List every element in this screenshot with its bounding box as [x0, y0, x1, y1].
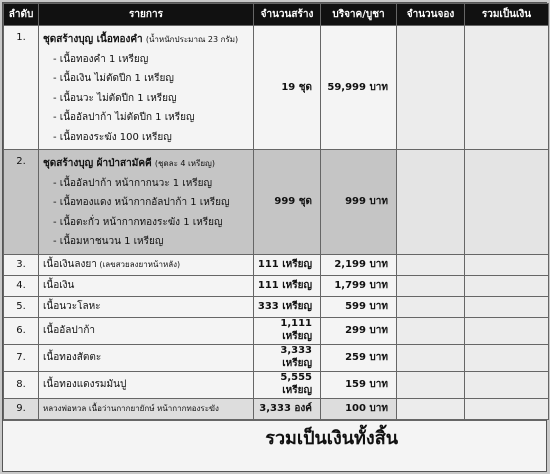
table-row [4, 296, 549, 317]
table-row [4, 317, 549, 344]
sub-item: - เนื้ออัลปาก้า ไม่ตัดปีก 1 เหรียญ [53, 112, 195, 123]
sub-item: - เนื้ออัลปาก้า หน้ากากนวะ 1 เหรียญ [53, 177, 213, 189]
sub-item: - เนื้อนวะ ไม่ตัดปีก 1 เหรียญ [53, 92, 177, 104]
row-number: 4. [4, 275, 39, 296]
group-heading [43, 30, 249, 50]
row-number: 6. [4, 317, 39, 344]
reserve-cell[interactable] [397, 150, 465, 255]
row-item [39, 150, 254, 255]
row-quantity: 333 เหรียญ [254, 296, 321, 317]
group-note: (ชุดละ 4 เหรียญ) [154, 159, 215, 168]
group-title: ชุดสร้างบุญ เนื้อทองคำ [43, 34, 143, 45]
sub-item: - เนื้อมหาชนวน 1 เหรียญ [53, 236, 164, 247]
total-cell [465, 344, 549, 371]
row-label: เนื้อทองสัตตะ [43, 351, 102, 363]
table-row [4, 150, 549, 255]
total-cell [465, 296, 549, 317]
reserve-cell[interactable] [397, 254, 465, 275]
row-quantity: 111 เหรียญ [254, 254, 321, 275]
total-cell [465, 317, 549, 344]
row-label: หลวงพ่อหวล เนื้อว่านกากยายักษ์ หน้ากากทองระฆัง [43, 403, 219, 413]
row-price: 599 บาท [321, 296, 397, 317]
row-label: เนื้ออัลปาก้า [43, 324, 96, 336]
row-quantity: 19 ชุด [254, 26, 321, 150]
table-row [4, 26, 549, 150]
row-price: 259 บาท [321, 344, 397, 371]
sub-item: - เนื้อตะกั่ว หน้ากากทองระฆัง 1 เหรียญ [53, 216, 223, 228]
group-note: (น้ำหนักประมาณ 23 กรัม) [145, 35, 239, 44]
row-price: 100 บาท [321, 398, 397, 419]
row-item [39, 296, 254, 317]
header-item: รายการ [39, 4, 254, 26]
header-price: บริจาค/บูชา [321, 4, 397, 26]
row-label: เนื้อนวะโลหะ [43, 300, 101, 312]
row-item [39, 254, 254, 275]
total-cell [465, 254, 549, 275]
sub-item: - เนื้อทองระฆัง 100 เหรียญ [53, 131, 172, 143]
grand-total-row [3, 420, 546, 455]
row-price: 159 บาท [321, 371, 397, 398]
table-row [4, 275, 549, 296]
header-quantity: จำนวนสร้าง [254, 4, 321, 26]
row-price: 2,199 บาท [321, 254, 397, 275]
row-price: 1,799 บาท [321, 275, 397, 296]
reserve-cell[interactable] [397, 26, 465, 150]
row-label: เนื้อเงิน [43, 279, 75, 291]
row-item [39, 317, 254, 344]
row-number: 8. [4, 371, 39, 398]
reserve-cell[interactable] [397, 296, 465, 317]
row-number: 7. [4, 344, 39, 371]
row-note: (เลขสวยลงยาหน้าหลัง) [96, 259, 181, 269]
reserve-cell[interactable] [397, 398, 465, 419]
row-label: เนื้อเงินลงยา [43, 258, 97, 270]
row-quantity: 1,111 เหรียญ [254, 317, 321, 344]
reserve-cell[interactable] [397, 371, 465, 398]
reserve-cell[interactable] [397, 317, 465, 344]
total-cell [465, 275, 549, 296]
row-label: เนื้อทองแดงรมมันปู [43, 378, 127, 390]
table-row [4, 371, 549, 398]
row-quantity: 3,333 เหรียญ [254, 344, 321, 371]
price-table-container [2, 2, 547, 472]
table-row [4, 398, 549, 419]
row-number: 9. [4, 398, 39, 419]
row-item [39, 398, 254, 419]
header-reserve: จำนวนจอง [397, 4, 465, 26]
row-number: 5. [4, 296, 39, 317]
row-price: 999 บาท [321, 150, 397, 255]
row-quantity: 999 ชุด [254, 150, 321, 255]
sub-item: - เนื้อเงิน ไม่ตัดปีก 1 เหรียญ [53, 73, 174, 84]
row-quantity: 111 เหรียญ [254, 275, 321, 296]
reserve-cell[interactable] [397, 344, 465, 371]
reserve-cell[interactable] [397, 275, 465, 296]
total-cell [465, 26, 549, 150]
row-item [39, 344, 254, 371]
row-item [39, 371, 254, 398]
sub-item: - เนื้อทองคำ 1 เหรียญ [53, 53, 149, 65]
total-cell [465, 398, 549, 419]
total-cell [465, 371, 549, 398]
row-number: 3. [4, 254, 39, 275]
header-row [4, 4, 549, 26]
price-table [3, 3, 549, 420]
row-quantity: 5,555 เหรียญ [254, 371, 321, 398]
row-item [39, 275, 254, 296]
row-item [39, 26, 254, 150]
total-cell [465, 150, 549, 255]
row-price: 299 บาท [321, 317, 397, 344]
header-total: รวมเป็นเงิน [465, 4, 549, 26]
grand-total-label: รวมเป็นเงินทั้งสิ้น [265, 428, 398, 449]
group-title: ชุดสร้างบุญ ผ้าป่าสามัคคี [43, 158, 152, 169]
group-heading [43, 154, 249, 174]
row-number: 2. [4, 150, 39, 255]
row-quantity: 3,333 องค์ [254, 398, 321, 419]
table-row [4, 344, 549, 371]
row-price: 59,999 บาท [321, 26, 397, 150]
row-number: 1. [4, 26, 39, 150]
header-no: ลำดับ [4, 4, 39, 26]
table-row [4, 254, 549, 275]
sub-item: - เนื้อทองแดง หน้ากากอัลปาก้า 1 เหรียญ [53, 197, 230, 208]
